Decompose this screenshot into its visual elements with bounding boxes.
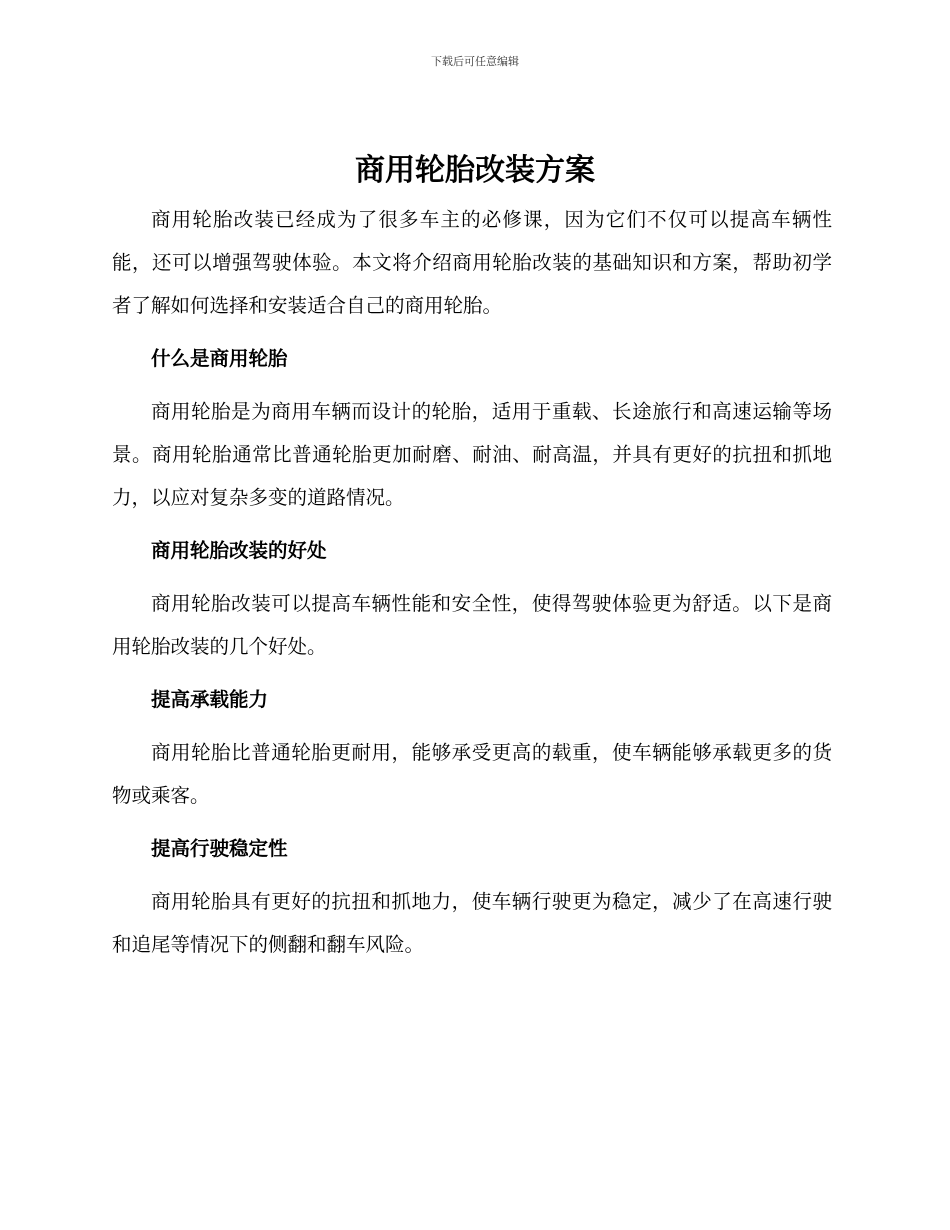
document-title: 商用轮胎改装方案 bbox=[355, 153, 595, 188]
section-heading-benefits: 商用轮胎改装的好处 bbox=[151, 539, 327, 562]
document-body bbox=[112, 198, 832, 966]
intro-paragraph: 商用轮胎改装已经成为了很多车主的必修课，因为它们不仅可以提高车辆性能，还可以增强驾驶体验。本文将介绍商用轮胎改装的基础知识和方案，帮助初学者了解如何选择和安装适合自己的商用轮胎。 bbox=[112, 208, 832, 317]
section-body-stability: 商用轮胎具有更好的抗扭和抓地力，使车辆行驶更为稳定，减少了在高速行驶和追尾等情况下的侧翻和翻车风险。 bbox=[112, 890, 832, 956]
section-heading-stability: 提高行驶稳定性 bbox=[151, 837, 288, 860]
section-body-load-capacity: 商用轮胎比普通轮胎更耐用，能够承受更高的载重，使车辆能够承载更多的货物或乘客。 bbox=[112, 741, 832, 807]
header-note: 下载后可任意编辑 bbox=[431, 55, 519, 68]
section-body-benefits: 商用轮胎改装可以提高车辆性能和安全性，使得驾驶体验更为舒适。以下是商用轮胎改装的几个好处。 bbox=[112, 592, 832, 658]
section-heading-what-is: 什么是商用轮胎 bbox=[151, 347, 288, 370]
section-body-what-is: 商用轮胎是为商用车辆而设计的轮胎，适用于重载、长途旅行和高速运输等场景。商用轮胎通常比普通轮胎更加耐磨、耐油、耐高温，并具有更好的抗扭和抓地力，以应对复杂多变的道路情况。 bbox=[112, 400, 832, 509]
section-heading-load-capacity: 提高承载能力 bbox=[151, 688, 269, 711]
